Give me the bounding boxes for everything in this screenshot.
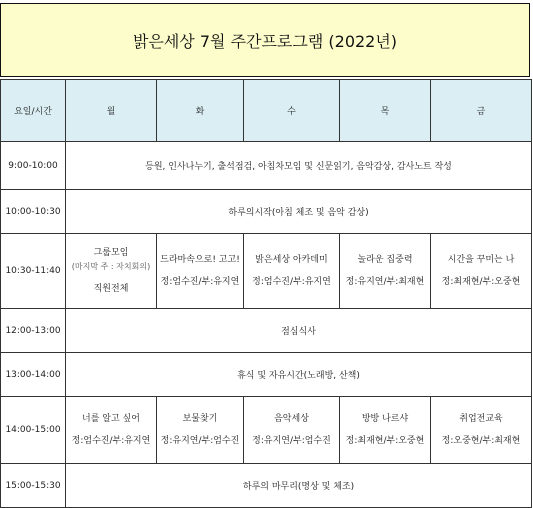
title-text: 밝은세상 7월 주간프로그램 (2022년) (132, 31, 398, 51)
time-cell: 10:30-11:40 (1, 234, 66, 309)
program-cell-wed (244, 397, 340, 464)
program-title: 시간을 꾸미는 나 (447, 255, 515, 265)
program-cell-mon (66, 397, 157, 464)
program-staff: 정:엄수진/부:유지연 (252, 277, 331, 287)
program-staff: 정:최재현/부:오중현 (345, 436, 425, 446)
activity-cell: 휴식 및 자유시간(노래방, 산책) (66, 353, 532, 397)
program-note: (마지막 주 : 자치회의) (71, 262, 151, 271)
program-title: 그룹모임 (93, 248, 129, 258)
program-title: 놀라운 집중력 (357, 255, 413, 265)
program-title: 드라마속으로! 고고! (160, 255, 240, 265)
header-row (1, 80, 532, 142)
header-day-tue: 화 (157, 80, 244, 142)
time-cell: 14:00-15:00 (1, 397, 66, 464)
program-title: 취업전교육 (459, 414, 503, 424)
schedule-row (1, 397, 532, 464)
schedule-title (0, 3, 530, 77)
program-staff: 정:엄수진/부:유지연 (160, 277, 240, 287)
schedule-row (1, 464, 532, 508)
time-cell: 13:00-14:00 (1, 353, 66, 397)
header-day-mon: 월 (66, 80, 157, 142)
program-cell-fri (431, 234, 532, 309)
schedule-row (1, 353, 532, 397)
program-cell-thu (340, 397, 431, 464)
program-title: 밝은세상 아카데미 (255, 255, 328, 265)
activity-cell: 하루의 마무리(명상 및 체조) (66, 464, 532, 508)
program-staff: 직원전체 (93, 284, 129, 294)
schedule-row (1, 309, 532, 353)
program-staff: 정:엄수진/부:유지연 (71, 436, 151, 446)
program-cell-fri (431, 397, 532, 464)
program-cell-wed (244, 234, 340, 309)
header-day-wed: 수 (244, 80, 340, 142)
program-staff: 정:최재현/부:오중현 (441, 277, 521, 287)
program-cell-thu (340, 234, 431, 309)
activity-cell: 점심식사 (66, 309, 532, 353)
program-title: 음악세상 (274, 414, 309, 424)
program-staff: 정:유지연/부:엄수진 (252, 436, 331, 446)
schedule-row (1, 234, 532, 309)
schedule-row (1, 142, 532, 190)
program-title: 보물찾기 (182, 414, 218, 424)
program-cell-tue (157, 234, 244, 309)
program-staff: 정:오중현/부:최재현 (441, 436, 521, 446)
time-cell: 9:00-10:00 (1, 142, 66, 190)
activity-cell: 등원, 인사나누기, 출석점검, 아침차모임 및 신문읽기, 음악감상, 감사노트 작성 (66, 142, 532, 190)
program-staff: 정:유지연/부:엄수진 (160, 436, 240, 446)
time-cell: 15:00-15:30 (1, 464, 66, 508)
program-title: 방방 나르샤 (361, 414, 409, 424)
header-day-thu: 목 (340, 80, 431, 142)
program-cell-mon (66, 234, 157, 309)
time-cell: 10:00-10:30 (1, 190, 66, 234)
header-day-fri: 금 (431, 80, 532, 142)
program-staff: 정:유지연/부:최재현 (345, 277, 425, 287)
schedule-row (1, 190, 532, 234)
header-time-label: 요일/시간 (1, 80, 66, 142)
weekly-schedule-table (0, 79, 532, 508)
time-cell: 12:00-13:00 (1, 309, 66, 353)
activity-cell: 하루의시작(아침 체조 및 음악 감상) (66, 190, 532, 234)
program-cell-tue (157, 397, 244, 464)
program-title: 너를 알고 싶어 (82, 414, 140, 424)
